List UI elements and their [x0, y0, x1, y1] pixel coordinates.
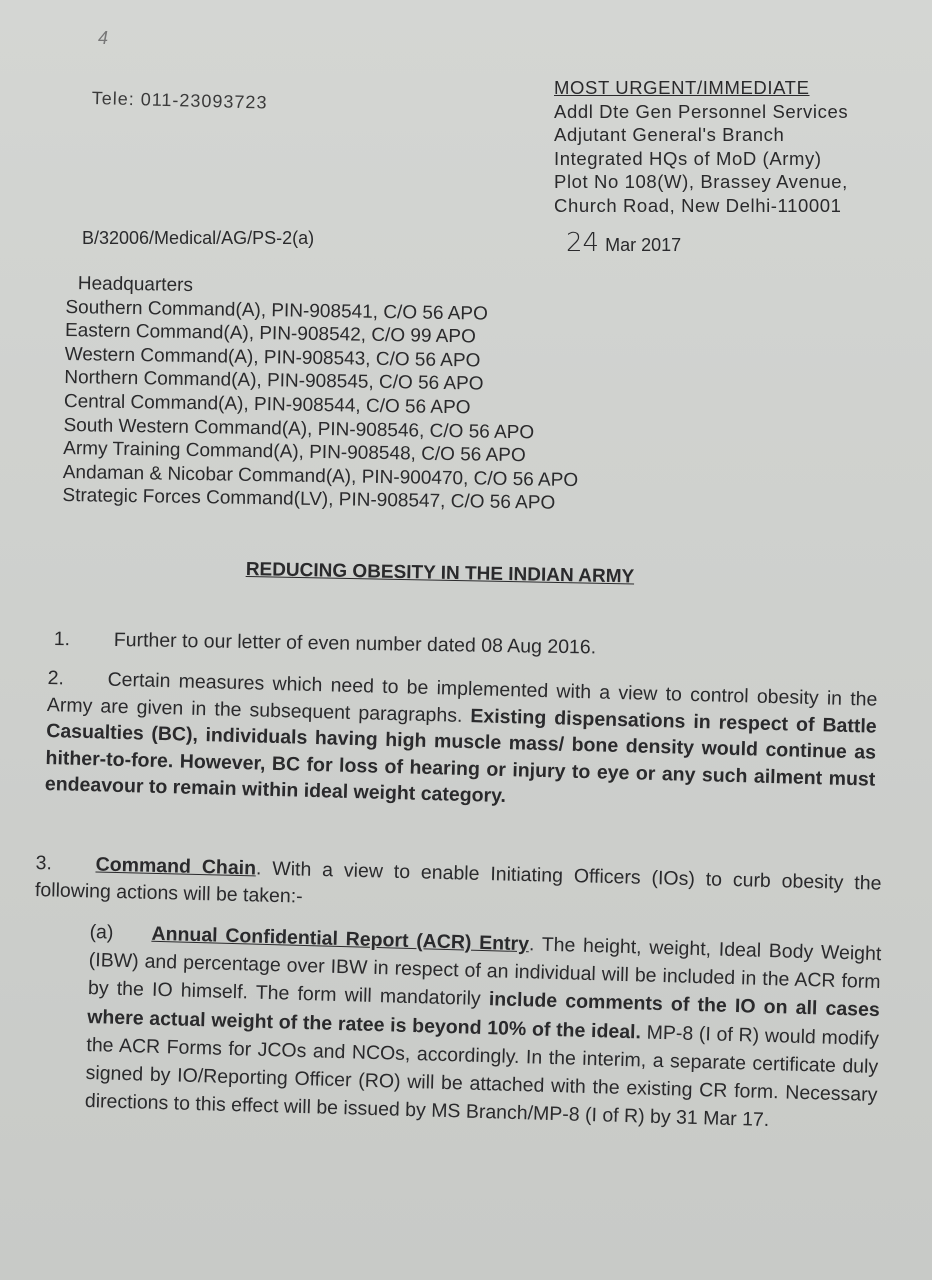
addressee-command: Southern Command(A), PIN-908541, C/O 56 APO	[65, 296, 488, 325]
date-day-handwritten: 24	[566, 228, 600, 258]
address-line: Addl Dte Gen Personnel Services	[554, 100, 849, 122]
paragraph-bold-text: Existing dispensations in respect of Battle Casualties (BC), individuals having high muscle mass/ bone density would continue as hither-to-fore. However, BC for loss of hearing or injury to eye or any such ailment must endeavour to remain within ideal weight category.	[44, 704, 877, 808]
subject-heading: REDUCING OBESITY IN THE INDIAN ARMY	[245, 559, 635, 588]
paragraph-text: . With a view to enable Initiating Officers (IOs) to curb obesity the following actions will be taken:-	[34, 857, 882, 908]
addressee-list	[62, 272, 581, 516]
paragraph-1	[54, 626, 874, 665]
subparagraph-text-continued: MP-8 (I of R) would modify the ACR Forms for JCOs and NCOs, accordingly. In the interim, a separate certificate duly signed by IO/Reporting Officer (RO) will be attached with the existing CR form. Necessary directions to this effect will be issued by MS Branch/MP-8 (I of R) by 31 Mar 17.	[84, 1021, 880, 1132]
paragraph-3	[35, 850, 882, 924]
subparagraph-number: (a)	[89, 920, 114, 944]
telephone-number: Tele: 011-23093723	[91, 88, 268, 113]
paragraph-number: 3.	[35, 851, 53, 875]
addressee-command: South Western Command(A), PIN-908546, C/O 56 APO	[63, 414, 535, 443]
date-month-year: Mar 2017	[605, 235, 682, 255]
addressee-command: Army Training Command(A), PIN-908548, C/O 56 APO	[63, 438, 526, 467]
paragraph-2	[45, 665, 878, 819]
letter-date	[566, 228, 681, 258]
subparagraph-heading: Annual Confidential Report (ACR) Entry	[151, 922, 530, 956]
address-line: Integrated HQs of MoD (Army)	[554, 147, 822, 169]
paragraph-number: 1.	[53, 627, 71, 651]
corner-page-mark: 4	[98, 28, 109, 48]
address-line: Church Road, New Delhi-110001	[554, 194, 842, 216]
addressee-command: Western Command(A), PIN-908543, C/O 56 APO	[64, 343, 481, 372]
address-line: Plot No 108(W), Brassey Avenue,	[554, 171, 848, 192]
addressee-command: Eastern Command(A), PIN-908542, C/O 99 APO	[64, 320, 476, 348]
addressee-command: Andaman & Nicobar Command(A), PIN-900470, C/O 56 APO	[62, 461, 579, 491]
addressee-title: Headquarters	[77, 273, 194, 296]
addressee-command: Strategic Forces Command(LV), PIN-908547, C/O 56 APO	[62, 485, 556, 515]
sender-address-block	[554, 76, 848, 217]
paragraph-text: Further to our letter of even number dated 08 Aug 2016.	[113, 628, 597, 659]
paragraph-heading: Command Chain	[95, 853, 257, 880]
addressee-command: Northern Command(A), PIN-908545, C/O 56 APO	[64, 367, 484, 395]
paragraph-text: Certain measures which need to be implemented with a view to control obesity in the Army are given in the subsequent paragraphs.	[46, 668, 878, 727]
subparagraph-bold-text: include comments of the IO on all cases where actual weight of the ratee is beyond 10% of the ideal.	[86, 988, 881, 1044]
subparagraph-text: . The height, weight, Ideal Body Weight (IBW) and percentage over IBW in respect of an individual will be included in the ACR form by the IO himself. The form will mandatorily	[87, 933, 882, 1011]
priority-marking: MOST URGENT/IMMEDIATE	[554, 77, 810, 98]
addressee-command: Central Command(A), PIN-908544, C/O 56 APO	[63, 390, 471, 419]
address-line: Adjutant General's Branch	[554, 124, 785, 145]
paragraph-3a	[84, 918, 881, 1137]
paragraph-number: 2.	[47, 666, 65, 690]
reference-number: B/32006/Medical/AG/PS-2(a)	[82, 228, 315, 248]
